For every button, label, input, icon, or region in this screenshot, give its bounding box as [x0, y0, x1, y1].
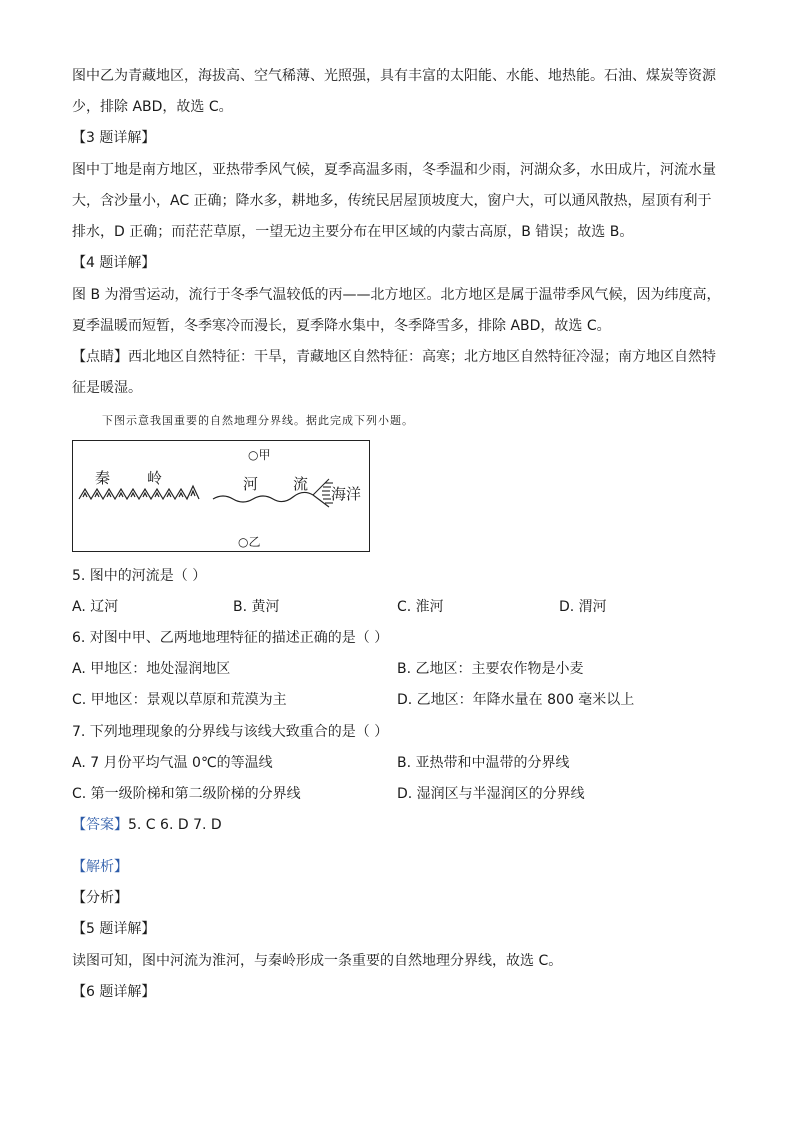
question-stem-5: 5. 图中的河流是（ ） — [72, 568, 207, 584]
paragraph-line: 图中丁地是南方地区，亚热带季风气候，夏季高温多雨，冬季温和少雨，河湖众多，水田成片，河流水量 — [72, 162, 716, 178]
option-6b: B. 乙地区：主要农作物是小麦 — [397, 661, 584, 677]
paragraph-line: 征是暖湿。 — [72, 380, 142, 396]
label-qin: 秦 — [95, 469, 111, 487]
option-7d: D. 湿润区与半湿润区的分界线 — [397, 786, 585, 802]
point-jia-marker: ○甲 — [248, 448, 271, 462]
section-heading-3: 【3 题详解】 — [72, 130, 156, 146]
answer-tag: 【答案】 — [72, 817, 128, 833]
label-yi: 乙 — [248, 535, 261, 549]
option-7b: B. 亚热带和中温带的分界线 — [397, 755, 570, 771]
paragraph-line: 图中乙为青藏地区，海拔高、空气稀薄、光照强，具有丰富的太阳能、水能、地热能。石油、煤炭等资源 — [72, 68, 716, 84]
option-6d: D. 乙地区：年降水量在 800 毫米以上 — [397, 692, 635, 708]
section-heading-5: 【5 题详解】 — [72, 921, 156, 937]
analysis-subheading: 【分析】 — [72, 890, 128, 906]
paragraph-line: 大，含沙量小，AC 正确；降水多，耕地多，传统民居屋顶坡度大，窗户大，可以通风散热，屋顶有利于 — [72, 193, 712, 209]
label-ocean: 海洋 — [331, 485, 362, 503]
option-5d: D. 渭河 — [559, 599, 607, 615]
figure-drawing — [73, 441, 369, 551]
section-heading-6: 【6 题详解】 — [72, 984, 156, 1000]
point-yi-marker: ○乙 — [238, 535, 261, 549]
option-5b: B. 黄河 — [233, 599, 280, 615]
option-6a: A. 甲地区：地处湿润地区 — [72, 661, 231, 677]
tip-tag: 【点睛】 — [72, 349, 128, 365]
paragraph-line: 夏季温暖而短暂，冬季寒冷而漫长，夏季降水集中，冬季降雪多，排除 ABD，故选 C。 — [72, 318, 611, 334]
question-stem-6: 6. 对图中甲、乙两地地理特征的描述正确的是（ ） — [72, 630, 389, 646]
tip-text: 西北地区自然特征：干旱，青藏地区自然特征：高寒；北方地区自然特征冷湿；南方地区自然特 — [128, 349, 716, 365]
paragraph-line: 读图可知，图中河流为淮河，与秦岭形成一条重要的自然地理分界线，故选 C。 — [72, 953, 563, 969]
option-5a: A. 辽河 — [72, 599, 119, 615]
option-7c: C. 第一级阶梯和第二级阶梯的分界线 — [72, 786, 301, 802]
label-jia: 甲 — [258, 448, 271, 462]
answer-line — [72, 815, 222, 835]
answer-text: 5. C 6. D 7. D — [128, 817, 222, 833]
question-stem-7: 7. 下列地理现象的分界线与该线大致重合的是（ ） — [72, 724, 389, 740]
label-ling: 岭 — [147, 469, 163, 487]
label-he: 河 — [243, 475, 259, 493]
section-heading-4: 【4 题详解】 — [72, 255, 156, 271]
boundary-figure — [72, 440, 370, 552]
paragraph-line: 排水，D 正确；而茫茫草原，一望无边主要分布在甲区域的内蒙古高原，B 错误；故选 B。 — [72, 224, 634, 240]
label-liu: 流 — [293, 475, 309, 493]
paragraph-line: 少，排除 ABD，故选 C。 — [72, 99, 233, 115]
paragraph-line: 图 B 为滑雪运动，流行于冬季气温较低的丙——北方地区。北方地区是属于温带季风气候，因为纬度高， — [72, 287, 721, 303]
tip-line — [72, 347, 716, 367]
question-intro: 下图示意我国重要的自然地理分界线。据此完成下列小题。 — [102, 414, 414, 427]
option-5c: C. 淮河 — [397, 599, 444, 615]
estuary-icon — [313, 479, 333, 507]
option-7a: A. 7 月份平均气温 0℃的等温线 — [72, 755, 273, 771]
option-6c: C. 甲地区：景观以草原和荒漠为主 — [72, 692, 287, 708]
analysis-heading: 【解析】 — [72, 859, 128, 875]
